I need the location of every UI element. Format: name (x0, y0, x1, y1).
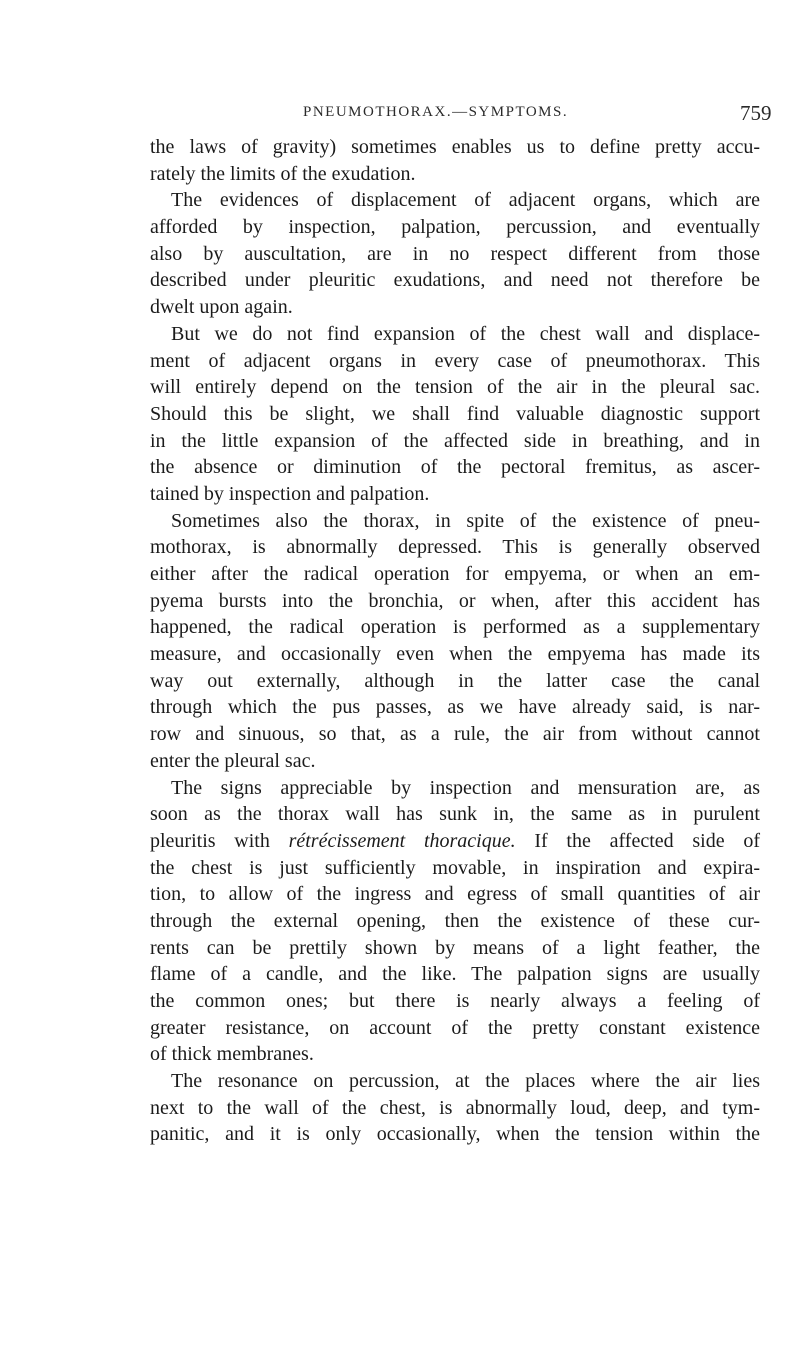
text-line: rents can be prettily shown by means of a light feather, the (150, 936, 760, 959)
text-line: tained by inspection and palpation. (150, 482, 430, 505)
text-line: in the little expansion of the affected side in breathing, and in (150, 429, 760, 452)
text-line: greater resistance, on account of the pretty constant existence (150, 1016, 760, 1039)
text-line: measure, and occasionally even when the empyema has made its (150, 643, 760, 666)
text-line: afforded by inspection, palpation, percussion, and eventually (150, 216, 760, 239)
text-line: next to the wall of the chest, is abnormally loud, deep, and tym- (150, 1096, 760, 1119)
text-line: soon as the thorax wall has sunk in, the same as in purulent (150, 803, 760, 826)
text-line: panitic, and it is only occasionally, when the tension within the (150, 1123, 760, 1146)
text-line: ment of adjacent organs in every case of pneumothorax. This (150, 349, 760, 372)
text-line: The evidences of displacement of adjacent organs, which are (171, 189, 760, 212)
text-line-part: pleuritis with (150, 829, 289, 852)
text-line: But we do not find expansion of the chest wall and displace- (171, 322, 760, 345)
text-line-part: If the affected side of (515, 829, 760, 852)
text-line: The resonance on percussion, at the places where the air lies (171, 1070, 760, 1093)
text-line: pyema bursts into the bronchia, or when, after this accident has (150, 589, 760, 612)
text-line: the common ones; but there is nearly always a feeling of (150, 990, 760, 1012)
text-line: happened, the radical operation is performed as a supplementary (150, 616, 760, 639)
page-number: 759 (740, 101, 772, 125)
text-line: also by auscultation, are in no respect different from those (150, 242, 760, 265)
text-line: the laws of gravity) sometimes enables us to define pretty accu- (150, 136, 760, 158)
running-head-title: PNEUMOTHORAX.—SYMPTOMS. (303, 104, 569, 120)
text-line: Sometimes also the thorax, in spite of the existence of pneu- (171, 509, 760, 532)
text-line: through which the pus passes, as we have already said, is nar- (150, 696, 760, 719)
text-line: through the external opening, then the existence of these cur- (150, 909, 760, 932)
text-line: either after the radical operation for empyema, or when an em- (150, 563, 760, 585)
text-line: row and sinuous, so that, as a rule, the air from without cannot (150, 723, 760, 746)
text-line: mothorax, is abnormally depressed. This is generally observed (150, 536, 760, 559)
running-head (0, 101, 800, 134)
italic-phrase: rétrécissement thoracique. (288, 829, 516, 852)
text-line: way out externally, although in the latter case the canal (150, 669, 760, 692)
text-line: tion, to allow of the ingress and egress of small quantities of air (150, 883, 760, 906)
text-line: flame of a candle, and the like. The palpation signs are usually (150, 963, 760, 986)
text-line: will entirely depend on the tension of the air in the pleural sac. (150, 376, 760, 399)
text-line: dwelt upon again. (150, 296, 293, 319)
text-line: the absence or diminution of the pectoral fremitus, as ascer- (150, 456, 760, 479)
text-line: Should this be slight, we shall find valuable diagnostic support (150, 402, 760, 425)
text-line (150, 828, 760, 855)
text-line: described under pleuritic exudations, and need not therefore be (150, 269, 760, 292)
text-line: the chest is just sufficiently movable, in inspiration and expira- (150, 856, 760, 879)
text-line: of thick membranes. (150, 1043, 314, 1066)
text-line: enter the pleural sac. (150, 749, 316, 772)
text-line: rately the limits of the exudation. (150, 162, 416, 185)
body-text (150, 134, 760, 1148)
text-line: The signs appreciable by inspection and mensuration are, as (171, 776, 760, 799)
